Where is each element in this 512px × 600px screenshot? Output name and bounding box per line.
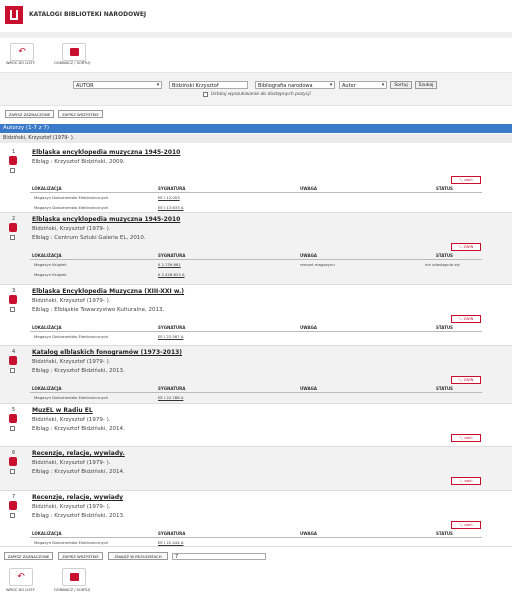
- search-bar: [0, 72, 512, 106]
- holdings-col-location: LOKALIZACJA: [32, 386, 62, 391]
- holdings-col-location: LOKALIZACJA: [32, 325, 62, 330]
- holdings-divider: [30, 259, 482, 260]
- holdings-col-signature: SYGNATURA: [158, 325, 186, 330]
- holdings-col-location: LOKALIZACJA: [32, 253, 62, 258]
- holding-signature-link[interactable]: EE I 13.633 A: [158, 205, 184, 210]
- holdings-col-signature: SYGNATURA: [158, 253, 186, 258]
- holdings-col-status: STATUS: [436, 386, 453, 391]
- limit-available-checkbox[interactable]: [203, 92, 208, 97]
- record-number: 1: [12, 149, 16, 155]
- holdings-col-note: UWAGA: [300, 253, 317, 258]
- record-detail: Elbląg : Centrum Sztuki Galeria EL, 2010.: [32, 235, 146, 241]
- record-item: [0, 146, 512, 213]
- holdings-col-status: STATUS: [436, 531, 453, 536]
- holdings-col-note: UWAGA: [300, 386, 317, 391]
- find-in-results-input[interactable]: 7: [172, 553, 266, 560]
- record-format-icon[interactable]: [9, 501, 17, 510]
- holdings-divider: [30, 192, 482, 193]
- record-number: 2: [12, 216, 16, 222]
- record-detail: Bidziński, Krzysztof (1979- ).: [32, 504, 111, 510]
- collapse-button[interactable]: [451, 243, 481, 251]
- holding-signature-link[interactable]: EE I 22.788 A: [158, 395, 184, 400]
- find-in-results-button[interactable]: ZNAJDŹ W REZULTATACH: [108, 552, 168, 560]
- collapse-label: zwiń: [464, 436, 473, 440]
- record-checkbox[interactable]: [10, 307, 15, 312]
- record-item: [0, 491, 512, 547]
- back-arrow-icon: ↶: [17, 571, 25, 582]
- record-format-icon[interactable]: [9, 223, 17, 232]
- expand-icon: ⤡: [459, 479, 463, 483]
- record-format-icon[interactable]: [9, 295, 17, 304]
- record-checkbox[interactable]: [10, 368, 15, 373]
- record-format-icon[interactable]: [9, 414, 17, 423]
- expand-icon: ⤡: [458, 378, 462, 382]
- holding-signature-link[interactable]: EE I 12.053: [158, 195, 180, 200]
- holdings-col-location: LOKALIZACJA: [32, 531, 62, 536]
- filter-sort-label-bottom: OGRANICZ / SORTUJ: [54, 588, 90, 592]
- collapse-button[interactable]: [451, 477, 481, 485]
- expand-icon: ⤡: [459, 523, 463, 527]
- holdings-col-note: UWAGA: [300, 186, 317, 191]
- back-to-list-label-bottom: WRÓĆ DO LISTY: [6, 588, 36, 592]
- collapse-label: zwiń: [464, 178, 473, 182]
- record-number: 7: [12, 494, 16, 500]
- record-item: [0, 285, 512, 346]
- save-all-button[interactable]: ZAPISZ WSZYSTKIE: [58, 110, 103, 118]
- record-format-icon[interactable]: [9, 156, 17, 165]
- record-checkbox[interactable]: [10, 168, 15, 173]
- collapse-label: zwiń: [464, 523, 473, 527]
- search-field-select[interactable]: AUTOR ▾: [73, 81, 162, 89]
- record-detail: Elbląg : Krzysztof Bidziński, 2009.: [32, 159, 125, 165]
- back-to-list-label: WRÓĆ DO LISTY: [6, 61, 36, 65]
- record-separator: [0, 546, 512, 547]
- record-item: [0, 447, 512, 491]
- app-title: KATALOGI BIBLIOTEKI NARODOWEJ: [29, 11, 147, 18]
- record-title[interactable]: Recenzje, relacje, wywiady: [32, 494, 124, 501]
- record-detail: Elbląg : Elbląskie Towarzystwo Kulturalne, 2013.: [32, 307, 165, 313]
- expand-icon: ⤡: [459, 178, 463, 182]
- holdings-col-status: STATUS: [436, 186, 453, 191]
- results-header: Autorzy (1-7 z 7): [0, 124, 512, 133]
- record-number: 6: [12, 450, 16, 456]
- record-title[interactable]: Elbląska encyklopedia muzyczna 1945-2010: [32, 149, 181, 156]
- author-heading: Bidziński, Krzysztof (1979- ).: [0, 134, 512, 143]
- holdings-col-signature: SYGNATURA: [158, 386, 186, 391]
- collapse-button[interactable]: [451, 376, 481, 384]
- holding-signature-link[interactable]: II 2.739.681: [158, 262, 181, 267]
- holding-location: Magazyn Dokumentów Elektronicznych: [34, 195, 109, 200]
- record-title[interactable]: Recenzje, relacje, wywiady.: [32, 450, 125, 457]
- record-checkbox[interactable]: [10, 513, 15, 518]
- filter-sort-label: OGRANICZ / SORTUJ: [54, 61, 90, 65]
- holding-location: Magazyn Dokumentów Elektronicznych: [34, 205, 109, 210]
- collapse-button[interactable]: [451, 434, 481, 442]
- filter-sort-button[interactable]: [62, 43, 86, 61]
- record-title[interactable]: Elbląska Encyklopedia Muzyczna (XIII-XXI w.): [32, 288, 185, 295]
- record-detail: Bidziński, Krzysztof (1979- ).: [32, 298, 111, 304]
- search-query-input[interactable]: Bidziński Krzysztof: [169, 81, 248, 89]
- record-detail: Elbląg : Krzysztof Bidziński, 2013.: [32, 368, 125, 374]
- holding-note: remont magazynu: [300, 262, 335, 267]
- record-detail: Bidziński, Krzysztof (1979- ).: [32, 417, 111, 423]
- save-selected-button[interactable]: ZAPISZ ZAZNACZONE: [5, 110, 54, 118]
- collapse-button[interactable]: [451, 521, 481, 529]
- record-detail: Elbląg : Krzysztof Bidziński, 2014.: [32, 469, 125, 475]
- record-detail: Elbląg : Krzysztof Bidziński, 2014.: [32, 426, 125, 432]
- list-icon: [70, 48, 79, 56]
- holding-location: Magazyn Książek: [34, 262, 67, 267]
- holding-location: Magazyn Dokumentów Elektronicznych: [34, 334, 109, 339]
- record-item: [0, 346, 512, 404]
- record-item: [0, 213, 512, 285]
- collapse-button[interactable]: [451, 176, 481, 184]
- sort-button[interactable]: Sortuj: [390, 81, 412, 89]
- holdings-col-signature: SYGNATURA: [158, 186, 186, 191]
- expand-icon: ⤡: [459, 436, 463, 440]
- holdings-divider: [30, 392, 482, 393]
- bn-logo: [5, 6, 23, 24]
- holdings-col-status: STATUS: [436, 325, 453, 330]
- collapse-label: ZWIŃ: [463, 378, 474, 382]
- collapse-label: ZWIŃ: [463, 245, 474, 249]
- back-to-list-button[interactable]: [10, 43, 34, 61]
- back-to-list-button-bottom[interactable]: [9, 568, 33, 586]
- filter-sort-button-bottom[interactable]: [62, 568, 86, 586]
- holdings-col-note: UWAGA: [300, 325, 317, 330]
- expand-icon: ⤡: [458, 245, 462, 249]
- record-number: 3: [12, 288, 16, 294]
- record-title[interactable]: Katalog elbląskich fonogramów (1973-2013): [32, 349, 183, 356]
- collapse-label: zwiń: [464, 479, 473, 483]
- save-selected-button-bottom[interactable]: ZAPISZ ZAZNACZONE: [4, 552, 53, 560]
- record-title[interactable]: MuzEL w Radiu EL: [32, 407, 93, 414]
- holding-status: nie udostępnia się: [425, 262, 460, 267]
- holding-signature-link[interactable]: EE I 22.587 A: [158, 334, 184, 339]
- record-title[interactable]: Elbląska encyklopedia muzyczna 1945-2010: [32, 216, 181, 223]
- sort-select[interactable]: Autor ▾: [339, 81, 387, 89]
- holding-location: Magazyn Dokumentów Elektronicznych: [34, 395, 109, 400]
- record-detail: Elbląg : Krzysztof Bidziński, 2013.: [32, 513, 125, 519]
- catalog-select[interactable]: Bibliografia narodowa ▾: [255, 81, 335, 89]
- record-checkbox[interactable]: [10, 426, 15, 431]
- limit-available-label: Ustaluj wyszukiwanie do dostępnych pozycji: [211, 92, 311, 97]
- holding-location: Magazyn Książek: [34, 272, 67, 277]
- record-format-icon[interactable]: [9, 356, 17, 365]
- record-format-icon[interactable]: [9, 457, 17, 466]
- holding-signature-link[interactable]: II 2.426.623 A: [158, 272, 185, 277]
- header-divider: [0, 32, 512, 38]
- collapse-label: ZWIŃ: [463, 317, 474, 321]
- record-number: 4: [12, 349, 16, 355]
- back-arrow-icon: ↶: [18, 46, 26, 57]
- holdings-col-signature: SYGNATURA: [158, 531, 186, 536]
- record-checkbox[interactable]: [10, 235, 15, 240]
- record-item: [0, 404, 512, 447]
- expand-icon: ⤡: [458, 317, 462, 321]
- holding-location: Magazyn Dokumentów Elektronicznych: [34, 540, 109, 545]
- holding-signature-link[interactable]: EE I 22.444 A: [158, 540, 184, 545]
- record-detail: Bidziński, Krzysztof (1979- ).: [32, 226, 111, 232]
- record-number: 5: [12, 407, 16, 413]
- collapse-button[interactable]: [451, 315, 481, 323]
- list-icon: [70, 573, 79, 581]
- record-detail: Bidziński, Krzysztof (1979- ).: [32, 359, 111, 365]
- record-checkbox[interactable]: [10, 469, 15, 474]
- holdings-col-location: LOKALIZACJA: [32, 186, 62, 191]
- holdings-divider: [30, 331, 482, 332]
- holdings-col-note: UWAGA: [300, 531, 317, 536]
- search-button[interactable]: Szukaj: [415, 81, 437, 89]
- save-all-button-bottom[interactable]: ZAPISZ WSZYSTKIE: [58, 552, 103, 560]
- holdings-col-status: STATUS: [436, 253, 453, 258]
- holdings-divider: [30, 537, 482, 538]
- record-detail: Bidziński, Krzysztof (1979- ).: [32, 460, 111, 466]
